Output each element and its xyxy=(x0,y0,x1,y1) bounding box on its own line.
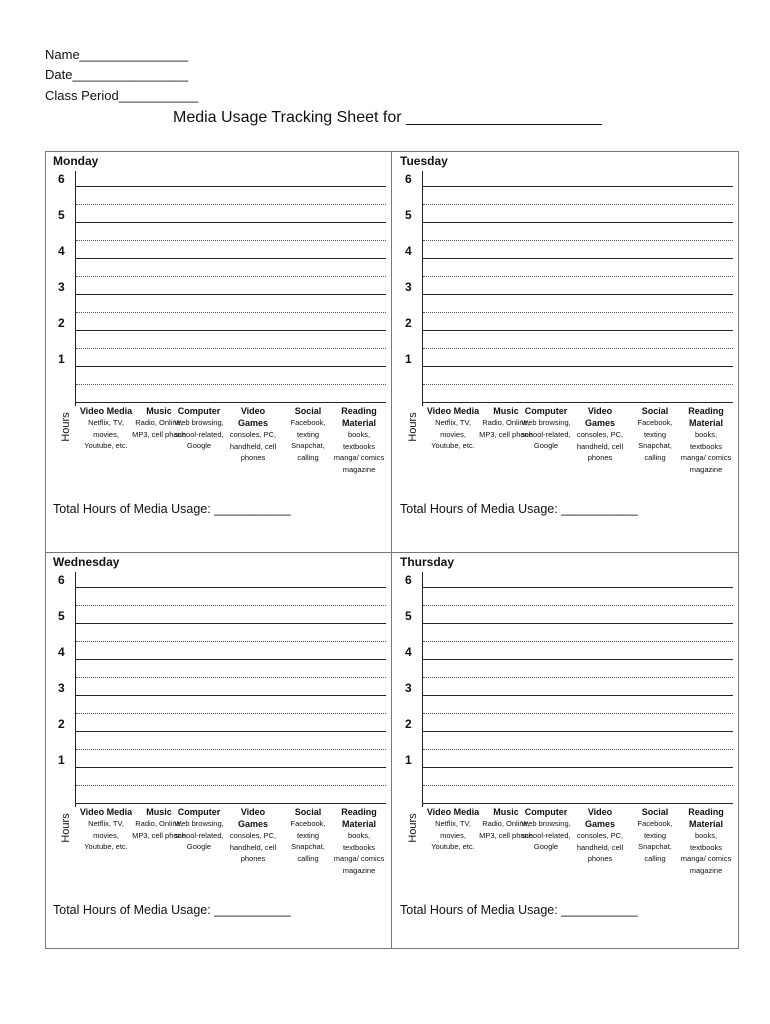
category-column xyxy=(78,806,134,853)
hour-line xyxy=(76,366,386,367)
category-column xyxy=(225,806,281,865)
category-title: Music xyxy=(146,807,172,817)
hour-label: 6 xyxy=(58,172,65,186)
hour-label: 1 xyxy=(405,352,412,366)
hour-label: 5 xyxy=(405,609,412,623)
category-description: Facebook, texting Snapchat, calling xyxy=(637,418,673,462)
day-name: Monday xyxy=(53,154,99,168)
category-description: consoles, PC, handheld, cell phones xyxy=(229,430,277,462)
category-column xyxy=(518,806,574,853)
hour-line xyxy=(423,587,733,588)
hours-axis xyxy=(75,171,76,406)
category-description: Netflix, TV, movies, Youtube, etc. xyxy=(431,418,475,450)
name-line: Name_______________ xyxy=(45,47,189,62)
category-description: Radio, Online, MP3, cell phone xyxy=(132,819,186,840)
hour-label: 3 xyxy=(58,681,65,695)
half-hour-line xyxy=(76,641,386,642)
total-hours-line: Total Hours of Media Usage: ___________ xyxy=(53,502,291,516)
category-column xyxy=(518,405,574,452)
hour-label: 1 xyxy=(58,753,65,767)
hour-line xyxy=(76,402,386,403)
half-hour-line xyxy=(423,348,733,349)
total-hours-line: Total Hours of Media Usage: ___________ xyxy=(400,502,638,516)
hour-line xyxy=(423,623,733,624)
category-title: Computer xyxy=(177,807,221,817)
category-title: Social xyxy=(641,807,669,817)
hour-line xyxy=(76,695,386,696)
category-column xyxy=(280,405,336,463)
hours-axis xyxy=(422,572,423,807)
category-title: Computer xyxy=(177,406,221,416)
category-title: Reading Material xyxy=(341,807,377,829)
category-title: Social xyxy=(294,807,322,817)
hour-label: 3 xyxy=(405,681,412,695)
hour-line xyxy=(76,330,386,331)
category-column xyxy=(678,806,734,876)
half-hour-line xyxy=(423,641,733,642)
hour-label: 2 xyxy=(58,717,65,731)
half-hour-line xyxy=(76,785,386,786)
hour-label: 6 xyxy=(405,172,412,186)
day-panel-monday xyxy=(45,152,392,552)
category-title: Video Media xyxy=(426,807,480,817)
hour-label: 1 xyxy=(58,352,65,366)
half-hour-line xyxy=(76,605,386,606)
category-description: books, textbooks manga/ comics magazine xyxy=(333,430,385,474)
category-title: Video Games xyxy=(237,406,269,428)
category-title: Reading Material xyxy=(688,406,724,428)
hour-line xyxy=(76,587,386,588)
category-title: Reading Material xyxy=(341,406,377,428)
hour-label: 1 xyxy=(405,753,412,767)
hour-line xyxy=(76,258,386,259)
hour-line xyxy=(423,803,733,804)
category-column xyxy=(171,405,227,452)
category-description: Radio, Online, MP3, cell phone xyxy=(479,819,533,840)
category-description: Facebook, texting Snapchat, calling xyxy=(290,418,326,462)
category-column xyxy=(627,806,683,864)
category-column xyxy=(572,405,628,464)
half-hour-line xyxy=(423,204,733,205)
category-description: Web browsing, school-related, Google xyxy=(174,418,224,450)
hour-label: 2 xyxy=(405,316,412,330)
half-hour-line xyxy=(423,749,733,750)
hour-line xyxy=(423,695,733,696)
category-description: books, textbooks manga/ comics magazine xyxy=(333,831,385,875)
hour-label: 5 xyxy=(58,208,65,222)
hour-line xyxy=(76,294,386,295)
half-hour-line xyxy=(76,713,386,714)
hour-label: 4 xyxy=(405,645,412,659)
category-column xyxy=(572,806,628,865)
hour-line xyxy=(76,767,386,768)
hour-line xyxy=(423,294,733,295)
day-panel-wednesday xyxy=(45,553,392,953)
half-hour-line xyxy=(76,348,386,349)
day-name: Tuesday xyxy=(400,154,448,168)
category-description: Web browsing, school-related, Google xyxy=(521,819,571,851)
category-title: Video Media xyxy=(79,406,133,416)
half-hour-line xyxy=(423,785,733,786)
hour-label: 6 xyxy=(58,573,65,587)
day-panel-thursday xyxy=(392,553,739,953)
half-hour-line xyxy=(76,384,386,385)
half-hour-line xyxy=(423,312,733,313)
hour-line xyxy=(76,659,386,660)
hour-line xyxy=(76,803,386,804)
hour-line xyxy=(423,659,733,660)
hour-label: 4 xyxy=(405,244,412,258)
hour-label: 5 xyxy=(58,609,65,623)
hour-line xyxy=(423,258,733,259)
hours-axis-title xyxy=(59,811,71,845)
total-hours-line: Total Hours of Media Usage: ___________ xyxy=(53,903,291,917)
hour-label: 2 xyxy=(58,316,65,330)
hour-label: 2 xyxy=(405,717,412,731)
category-description: books, textbooks manga/ comics magazine xyxy=(680,430,732,474)
half-hour-line xyxy=(76,749,386,750)
category-title: Video Games xyxy=(584,406,616,428)
hour-line xyxy=(76,222,386,223)
document-title: Media Usage Tracking Sheet for ______________________ xyxy=(173,109,602,126)
category-title: Computer xyxy=(524,406,568,416)
category-description: consoles, PC, handheld, cell phones xyxy=(576,831,624,863)
category-title: Video Media xyxy=(79,807,133,817)
category-column xyxy=(425,806,481,853)
category-title: Social xyxy=(294,406,322,416)
category-column xyxy=(627,405,683,463)
category-column xyxy=(78,405,134,452)
category-title: Video Media xyxy=(426,406,480,416)
category-column xyxy=(331,405,387,475)
date-line: Date________________ xyxy=(45,67,189,82)
category-title: Reading Material xyxy=(688,807,724,829)
hour-line xyxy=(423,731,733,732)
category-column xyxy=(331,806,387,876)
category-description: consoles, PC, handheld, cell phones xyxy=(576,430,624,462)
category-title: Music xyxy=(493,406,519,416)
hour-line xyxy=(423,366,733,367)
category-title: Music xyxy=(146,406,172,416)
hour-label: 3 xyxy=(58,280,65,294)
half-hour-line xyxy=(423,276,733,277)
half-hour-line xyxy=(423,605,733,606)
hours-axis-title xyxy=(406,811,418,845)
class-period-line: Class Period___________ xyxy=(45,88,199,103)
day-panel-tuesday xyxy=(392,152,739,552)
category-column xyxy=(425,405,481,452)
category-title: Music xyxy=(493,807,519,817)
hours-axis xyxy=(75,572,76,807)
category-description: consoles, PC, handheld, cell phones xyxy=(229,831,277,863)
total-hours-line: Total Hours of Media Usage: ___________ xyxy=(400,903,638,917)
category-description: books, textbooks manga/ comics magazine xyxy=(680,831,732,875)
hour-line xyxy=(423,330,733,331)
half-hour-line xyxy=(76,677,386,678)
category-description: Facebook, texting Snapchat, calling xyxy=(290,819,326,863)
category-title: Computer xyxy=(524,807,568,817)
hour-label: 6 xyxy=(405,573,412,587)
category-title: Video Games xyxy=(584,807,616,829)
hours-label: Hours xyxy=(407,412,419,442)
hour-line xyxy=(76,186,386,187)
category-description: Netflix, TV, movies, Youtube, etc. xyxy=(84,819,128,851)
half-hour-line xyxy=(76,240,386,241)
hour-line xyxy=(423,767,733,768)
hour-label: 4 xyxy=(58,645,65,659)
hours-label: Hours xyxy=(60,412,72,442)
half-hour-line xyxy=(76,204,386,205)
half-hour-line xyxy=(423,677,733,678)
hour-line xyxy=(76,623,386,624)
category-description: Netflix, TV, movies, Youtube, etc. xyxy=(84,418,128,450)
category-description: Web browsing, school-related, Google xyxy=(521,418,571,450)
day-name: Wednesday xyxy=(53,555,120,569)
day-name: Thursday xyxy=(400,555,455,569)
half-hour-line xyxy=(423,240,733,241)
category-column xyxy=(280,806,336,864)
hour-label: 4 xyxy=(58,244,65,258)
hours-axis-title xyxy=(406,410,418,444)
half-hour-line xyxy=(76,276,386,277)
category-column xyxy=(171,806,227,853)
hour-line xyxy=(423,186,733,187)
hour-label: 3 xyxy=(405,280,412,294)
category-description: Web browsing, school-related, Google xyxy=(174,819,224,851)
hour-line xyxy=(423,402,733,403)
hour-label: 5 xyxy=(405,208,412,222)
category-column xyxy=(225,405,281,464)
half-hour-line xyxy=(423,384,733,385)
hours-axis-title xyxy=(59,410,71,444)
category-description: Radio, Online, MP3, cell phone xyxy=(479,418,533,439)
category-title: Social xyxy=(641,406,669,416)
half-hour-line xyxy=(423,713,733,714)
hours-label: Hours xyxy=(60,813,72,843)
hour-line xyxy=(423,222,733,223)
category-column xyxy=(678,405,734,475)
category-description: Netflix, TV, movies, Youtube, etc. xyxy=(431,819,475,851)
half-hour-line xyxy=(76,312,386,313)
category-description: Facebook, texting Snapchat, calling xyxy=(637,819,673,863)
hour-line xyxy=(76,731,386,732)
category-description: Radio, Online, MP3, cell phone xyxy=(132,418,186,439)
hours-label: Hours xyxy=(407,813,419,843)
category-title: Video Games xyxy=(237,807,269,829)
hours-axis xyxy=(422,171,423,406)
